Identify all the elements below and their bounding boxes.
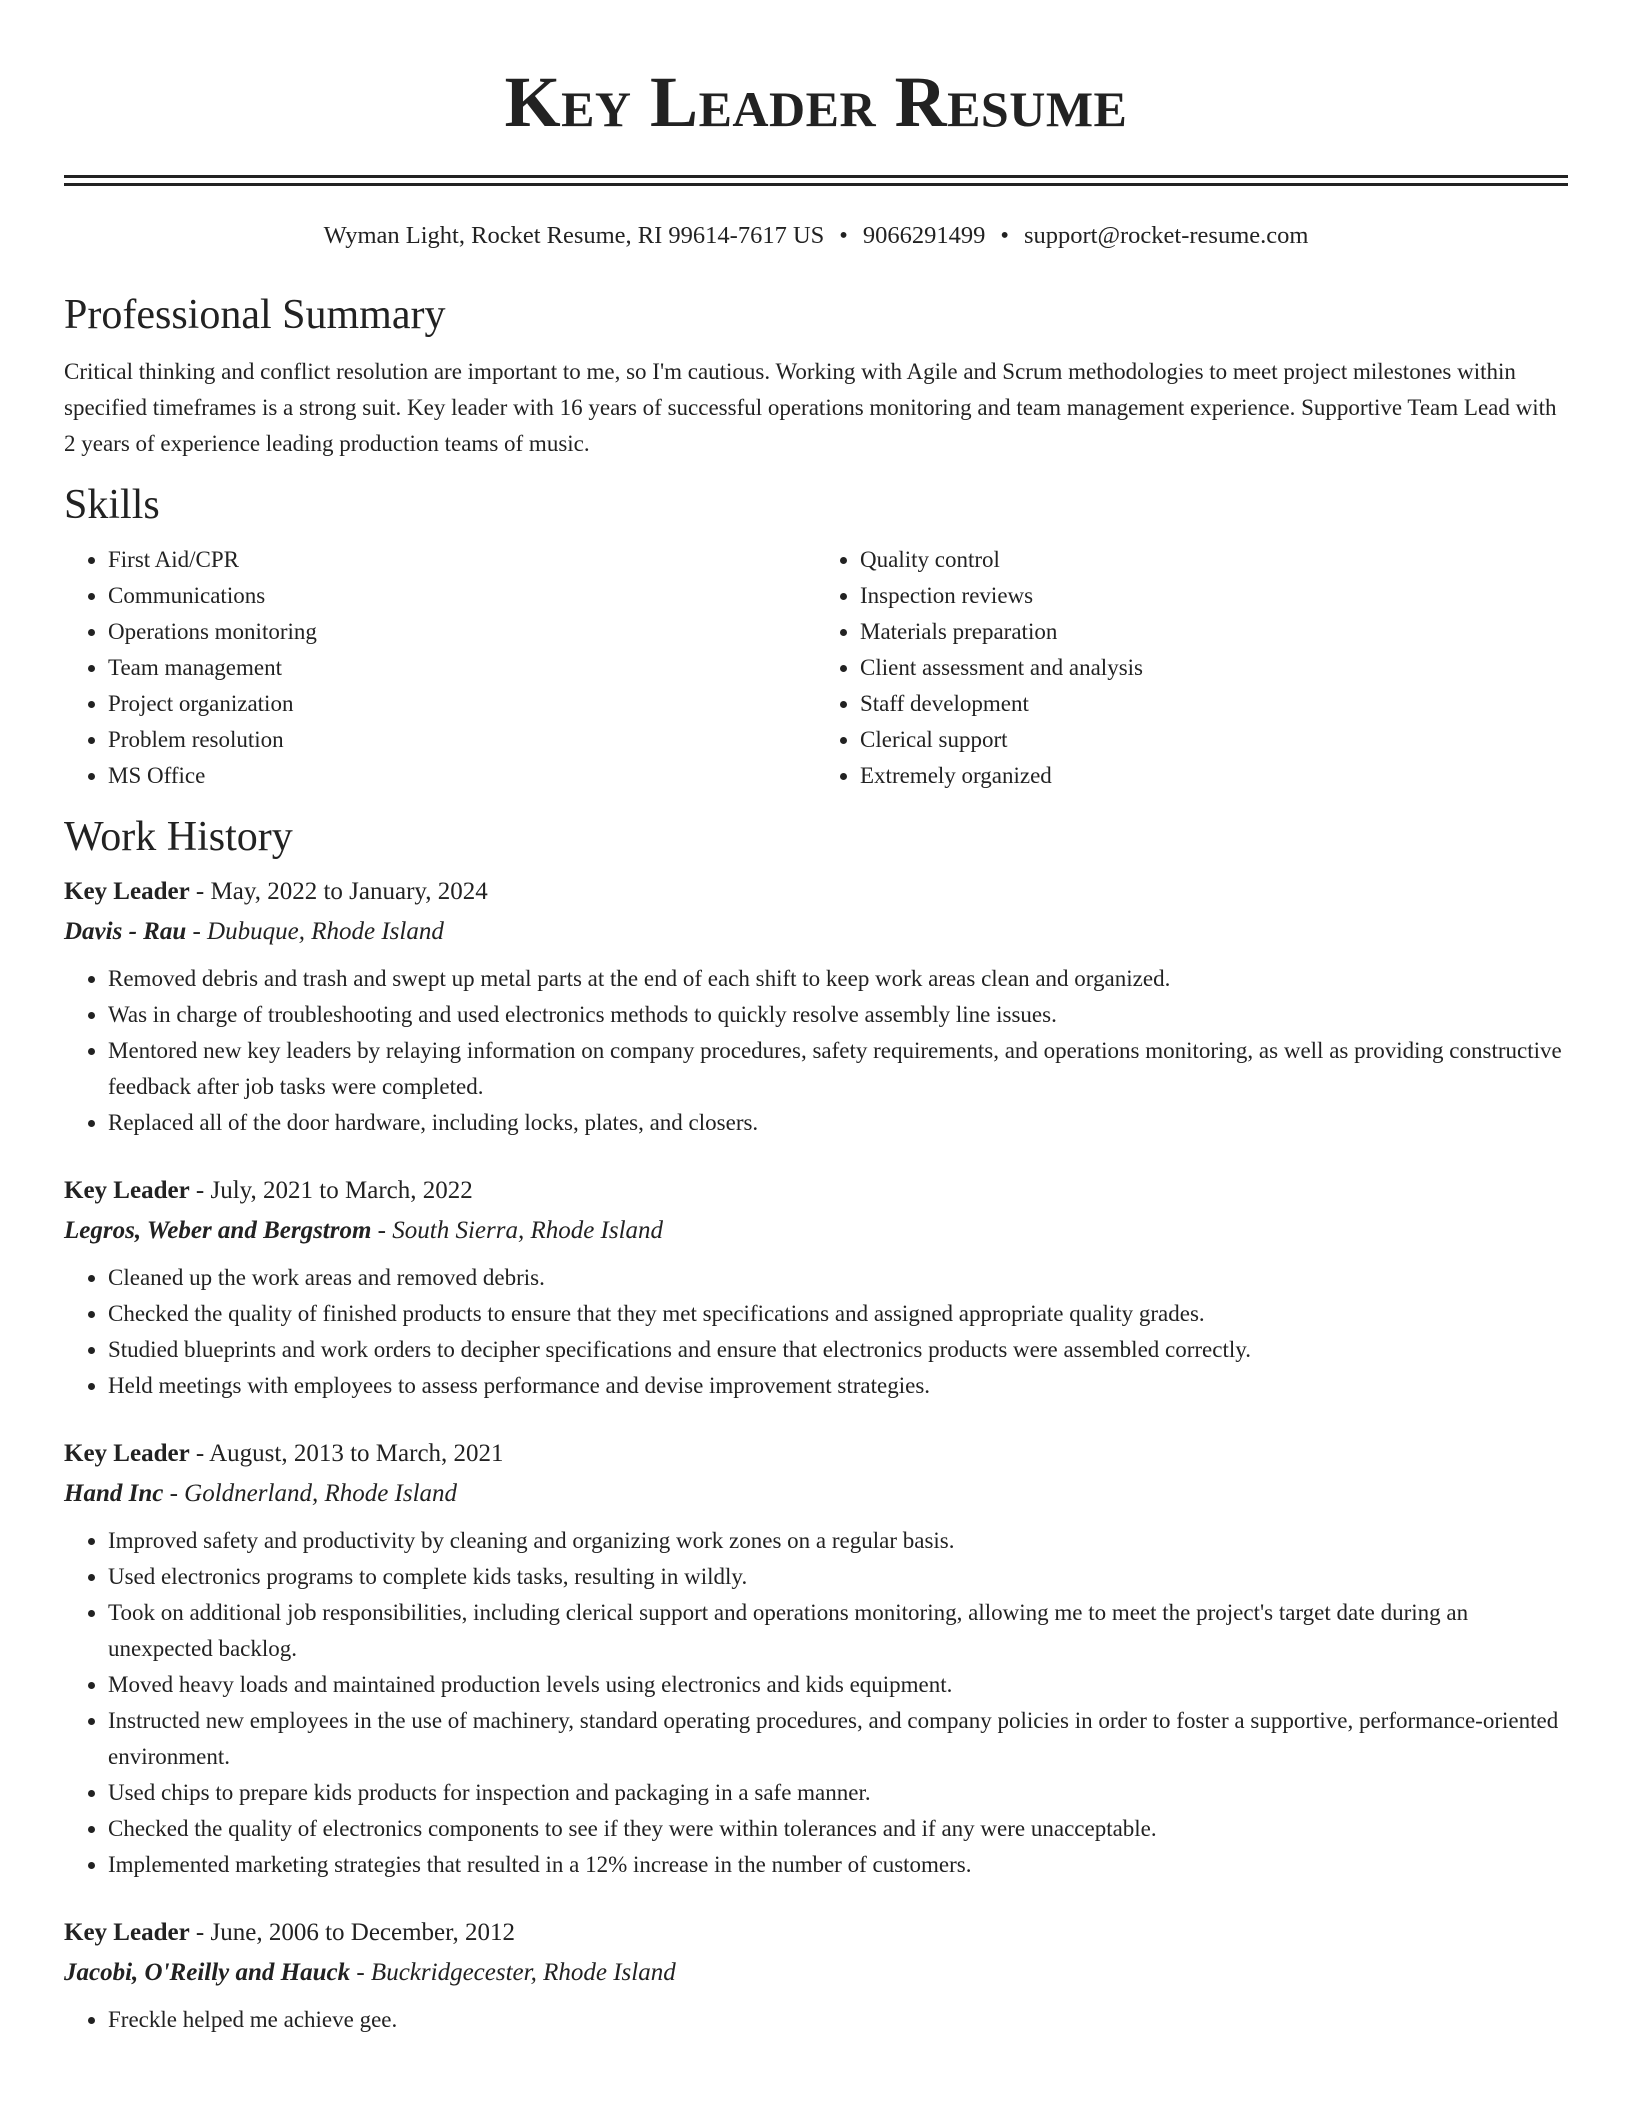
skills-list-left (64, 542, 816, 794)
job-duty: • Improved safety and productivity by cleaning and organizing work zones on a regular basis. (108, 1523, 1568, 1559)
job-duty: • Mentored new key leaders by relaying information on company procedures, safety requirements, and operations monitoring, as well as providing constructive feedback after job tasks were completed. (108, 1033, 1568, 1105)
contact-line (64, 220, 1568, 252)
work-history-heading: Work History (64, 814, 293, 860)
job-entry (64, 1173, 1568, 1404)
job-location: - Buckridgecester, Rhode Island (350, 1959, 676, 1986)
skills-columns (64, 542, 1568, 794)
contact-address: Wyman Light, Rocket Resume, RI 99614-7617 US (323, 222, 825, 249)
job-company: Davis - Rau (64, 918, 187, 945)
skill-item: • Project organization (108, 686, 816, 722)
job-duty: • Cleaned up the work areas and removed debris. (108, 1260, 1568, 1296)
job-duty: • Used electronics programs to complete kids tasks, resulting in wildly. (108, 1559, 1568, 1595)
job-duty: • Removed debris and trash and swept up metal parts at the end of each shift to keep work areas clean and organized. (108, 961, 1568, 997)
job-title-line (64, 1436, 1568, 1472)
job-duty: • Replaced all of the door hardware, including locks, plates, and closers. (108, 1105, 1568, 1141)
job-duty: • Used chips to prepare kids products for inspection and packaging in a safe manner. (108, 1775, 1568, 1811)
job-title-line (64, 874, 1568, 910)
contact-separator: • (1000, 222, 1009, 249)
job-location: - Dubuque, Rhode Island (186, 918, 444, 945)
skill-item: • Quality control (860, 542, 1568, 578)
job-duties (64, 1523, 1568, 1883)
job-title-line (64, 1915, 1568, 1951)
job-duty: • Freckle helped me achieve gee. (108, 2002, 1568, 2038)
skills-list-right (816, 542, 1568, 794)
job-duty: • Implemented marketing strategies that resulted in a 12% increase in the number of customers. (108, 1847, 1568, 1883)
resume-title: Key Leader Resume (504, 62, 1128, 142)
job-title-line (64, 1173, 1568, 1209)
job-title: Key Leader (64, 878, 190, 905)
skill-item: • Communications (108, 578, 816, 614)
contact-phone: 9066291499 (862, 222, 986, 249)
job-duty: • Checked the quality of electronics components to see if they were within tolerances and if any were unacceptable. (108, 1811, 1568, 1847)
job-duties (64, 1260, 1568, 1404)
job-entry (64, 874, 1568, 1141)
job-company: Jacobi, O'Reilly and Hauck (64, 1959, 351, 1986)
job-location: - Goldnerland, Rhode Island (163, 1480, 458, 1507)
skill-item: • Client assessment and analysis (860, 650, 1568, 686)
job-company: Hand Inc (64, 1480, 164, 1507)
contact-email: support@rocket-resume.com (1023, 222, 1309, 249)
job-company-line (64, 1476, 1568, 1512)
skill-item: • Operations monitoring (108, 614, 816, 650)
job-dates: - July, 2021 to March, 2022 (189, 1177, 473, 1204)
job-title: Key Leader (64, 1919, 190, 1946)
skill-item: • First Aid/CPR (108, 542, 816, 578)
skill-item: • Problem resolution (108, 722, 816, 758)
job-dates: - August, 2013 to March, 2021 (189, 1440, 504, 1467)
job-entry (64, 1915, 1568, 2038)
job-duty: • Checked the quality of finished products to ensure that they met specifications and assigned appropriate quality grades. (108, 1296, 1568, 1332)
job-duty: • Was in charge of troubleshooting and used electronics methods to quickly resolve assembly line issues. (108, 997, 1568, 1033)
summary-text: Critical thinking and conflict resolution are important to me, so I'm cautious. Working with Agile and Scrum methodologies to meet project milestones within specified timeframes is a strong suit. Key leader with 16 years of successful operations monitoring and team management experience. Supportive Team Lead with 2 years of experience leading production teams of music. (64, 359, 1557, 456)
job-duty: • Moved heavy loads and maintained production levels using electronics and kids equipment. (108, 1667, 1568, 1703)
job-duty: • Studied blueprints and work orders to decipher specifications and ensure that electronics products were assembled correctly. (108, 1332, 1568, 1368)
job-company-line (64, 914, 1568, 950)
job-location: - South Sierra, Rhode Island (371, 1217, 664, 1244)
job-duty: • Instructed new employees in the use of machinery, standard operating procedures, and company policies in order to foster a supportive, performance-oriented environment. (108, 1703, 1568, 1775)
job-dates: - June, 2006 to December, 2012 (189, 1919, 515, 1946)
skill-item: • Extremely organized (860, 758, 1568, 794)
summary-heading: Professional Summary (64, 292, 446, 338)
skills-heading: Skills (64, 482, 160, 528)
job-entry (64, 1436, 1568, 1883)
skill-item: • Clerical support (860, 722, 1568, 758)
job-title: Key Leader (64, 1177, 190, 1204)
job-duties (64, 2002, 1568, 2038)
skill-item: • MS Office (108, 758, 816, 794)
title-divider (64, 175, 1568, 186)
job-dates: - May, 2022 to January, 2024 (189, 878, 488, 905)
job-company-line (64, 1213, 1568, 1249)
skill-item: • Materials preparation (860, 614, 1568, 650)
job-duty: • Held meetings with employees to assess performance and devise improvement strategies. (108, 1368, 1568, 1404)
skill-item: • Staff development (860, 686, 1568, 722)
job-duty: • Took on additional job responsibilities, including clerical support and operations monitoring, allowing me to meet the project's target date during an unexpected backlog. (108, 1595, 1568, 1667)
job-company-line (64, 1955, 1568, 1991)
job-duties (64, 961, 1568, 1141)
skill-item: • Inspection reviews (860, 578, 1568, 614)
job-title: Key Leader (64, 1440, 190, 1467)
skill-item: • Team management (108, 650, 816, 686)
job-company: Legros, Weber and Bergstrom (64, 1217, 372, 1244)
contact-separator: • (839, 222, 848, 249)
